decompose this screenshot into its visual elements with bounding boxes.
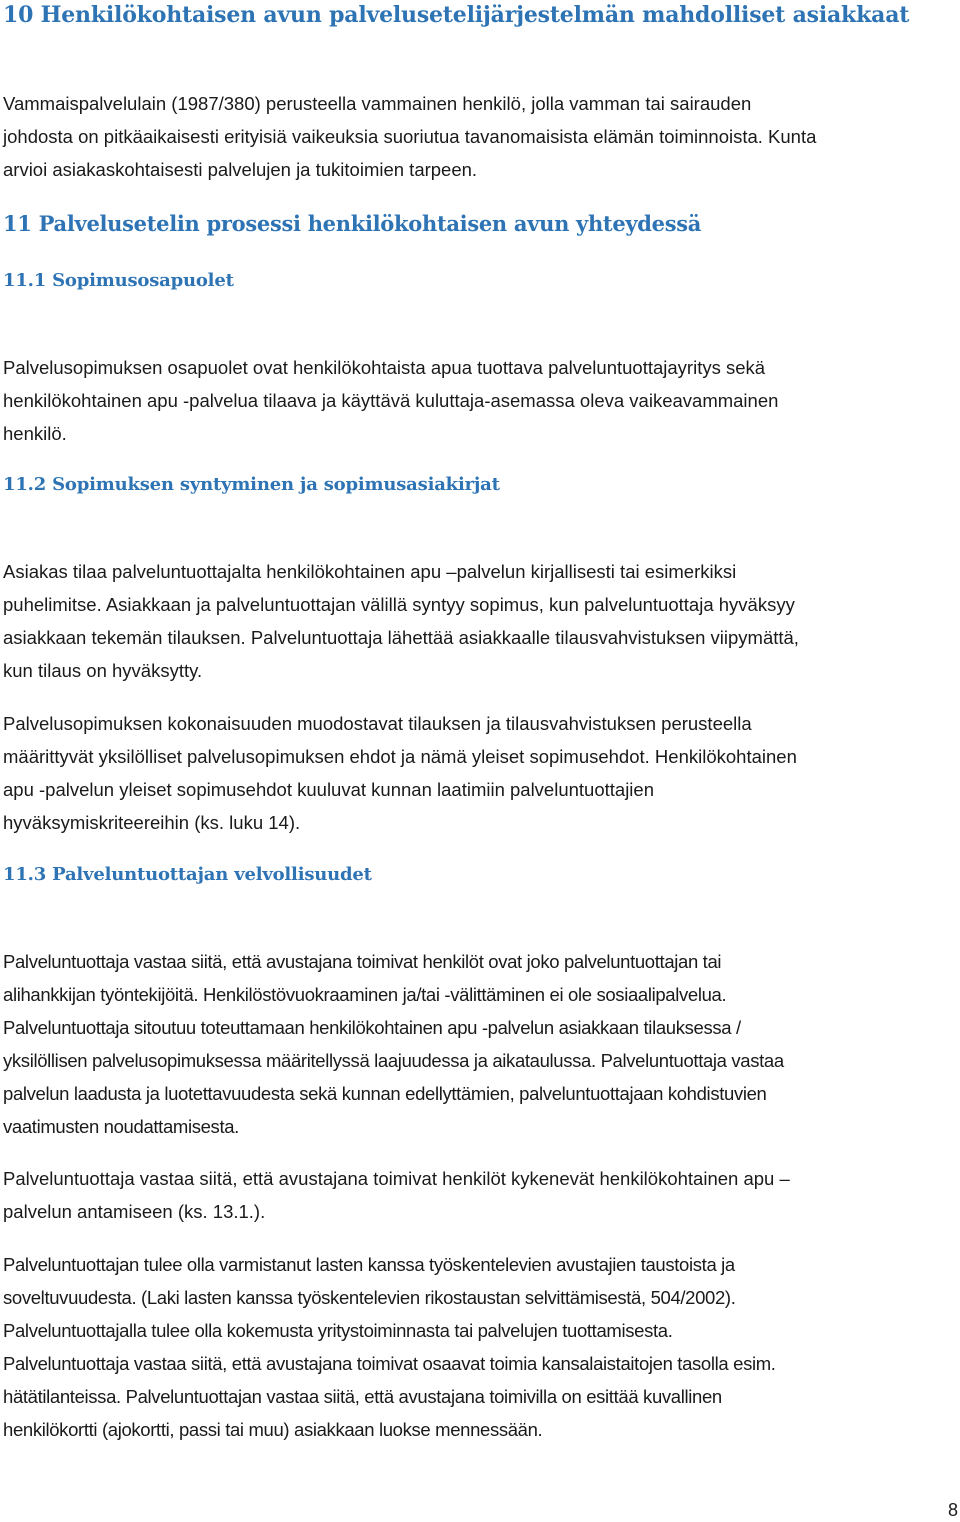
paragraph-line: henkilökortti (ajokortti, passi tai muu) asiakkaan luokse mennessään. (3, 1419, 543, 1440)
paragraph-line: kun tilaus on hyväksytty. (3, 660, 203, 681)
paragraph-11-1 (3, 351, 953, 450)
heading-section-10: 10 Henkilökohtaisen avun palvelusetelijärjestelmän mahdolliset asiakkaat (3, 2, 910, 28)
paragraph-line: henkilökohtainen apu -palvelua tilaava ja käyttävä kuluttaja-asemassa oleva vaikeavammainen (3, 390, 779, 411)
paragraph-line: alihankkijan työntekijöitä. Henkilöstövuokraaminen ja/tai -välittäminen ei ole sosiaalipalvelua. (3, 984, 727, 1005)
heading-section-11: 11 Palvelusetelin prosessi henkilökohtaisen avun yhteydessä (3, 211, 702, 236)
page-number: 8 (947, 1500, 958, 1520)
paragraph-line: apu -palvelun yleiset sopimusehdot kuuluvat kunnan laatimiin palveluntuottajien (3, 779, 654, 800)
paragraph-intro (3, 87, 953, 186)
paragraph-line: asiakkaan tekemän tilauksen. Palveluntuottaja lähettää asiakkaalle tilausvahvistuksen viipymättä, (3, 627, 799, 648)
paragraph-line: määrittyvät yksilölliset palvelusopimuksen ehdot ja nämä yleiset sopimusehdot. Henkilökohtainen (3, 746, 797, 767)
paragraph-line: palvelun antamiseen (ks. 13.1.). (3, 1201, 266, 1222)
paragraph-line: Palveluntuottaja sitoutuu toteuttamaan henkilökohtainen apu -palvelun asiakkaan tilauksessa / (3, 1017, 741, 1038)
paragraph-line: palvelun laadusta ja luotettavuudesta sekä kunnan edellyttämien, palveluntuottajaan kohdistuvien (3, 1083, 767, 1104)
paragraph-line: soveltuvuudesta. (Laki lasten kanssa työskentelevien rikostaustan selvittämisestä, 504/2002). (3, 1287, 736, 1308)
paragraph-11-2-b (3, 707, 953, 839)
heading-section-11-3: 11.3 Palveluntuottajan velvollisuudet (3, 864, 372, 885)
heading-section-11-2: 11.2 Sopimuksen syntyminen ja sopimusasiakirjat (3, 474, 500, 495)
paragraph-11-3-a (3, 945, 953, 1143)
paragraph-11-2-a (3, 555, 953, 687)
paragraph-line: Vammaispalvelulain (1987/380) perusteella vammainen henkilö, jolla vamman tai sairauden (3, 93, 752, 114)
paragraph-line: Palveluntuottaja vastaa siitä, että avustajana toimivat henkilöt kykenevät henkilökohtainen apu – (3, 1168, 790, 1189)
paragraph-line: Palvelusopimuksen kokonaisuuden muodostavat tilauksen ja tilausvahvistuksen perusteella (3, 713, 752, 734)
paragraph-line: Palveluntuottajan tulee olla varmistanut lasten kanssa työskentelevien avustajien taustoista ja (3, 1254, 735, 1275)
paragraph-line: arvioi asiakaskohtaisesti palvelujen ja tukitoimien tarpeen. (3, 159, 478, 180)
paragraph-line: johdosta on pitkäaikaisesti erityisiä vaikeuksia suoriutua tavanomaisista elämän toiminnoista. Kunta (3, 126, 817, 147)
paragraph-line: Asiakas tilaa palveluntuottajalta henkilökohtainen apu –palvelun kirjallisesti tai esimerkiksi (3, 561, 737, 582)
paragraph-line: henkilö. (3, 423, 67, 444)
paragraph-line: vaatimusten noudattamisesta. (3, 1116, 239, 1137)
paragraph-11-3-c (3, 1248, 953, 1446)
heading-section-11-1: 11.1 Sopimusosapuolet (3, 270, 234, 291)
paragraph-11-3-b (3, 1162, 953, 1228)
paragraph-line: puhelimitse. Asiakkaan ja palveluntuottajan välillä syntyy sopimus, kun palveluntuottaja hyväksyy (3, 594, 795, 615)
paragraph-line: Palveluntuottajalla tulee olla kokemusta yritystoiminnasta tai palvelujen tuottamisesta. (3, 1320, 673, 1341)
paragraph-line: Palveluntuottaja vastaa siitä, että avustajana toimivat henkilöt ovat joko palveluntuottajan tai (3, 951, 722, 972)
paragraph-line: Palveluntuottaja vastaa siitä, että avustajana toimivat osaavat toimia kansalaistaitojen tasolla esim. (3, 1353, 776, 1374)
paragraph-line: yksilöllisen palvelusopimuksessa määritellyssä laajuudessa ja aikataulussa. Palveluntuottaja vastaa (3, 1050, 784, 1071)
paragraph-line: Palvelusopimuksen osapuolet ovat henkilökohtaista apua tuottava palveluntuottajayritys sekä (3, 357, 766, 378)
paragraph-line: hätätilanteissa. Palveluntuottajan vastaa siitä, että avustajana toimivilla on esittää kuvallinen (3, 1386, 722, 1407)
paragraph-line: hyväksymiskriteereihin (ks. luku 14). (3, 812, 301, 833)
